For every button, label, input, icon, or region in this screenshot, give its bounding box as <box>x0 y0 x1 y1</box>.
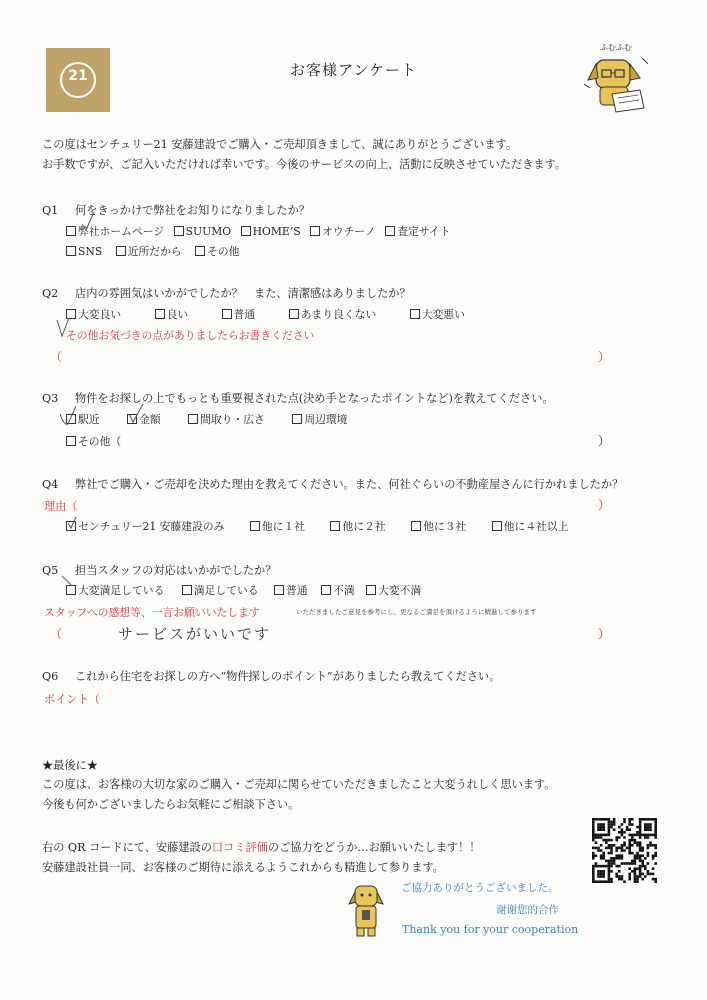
page-title: お客様アンケート <box>289 61 418 79</box>
q5-option[interactable]: 満足している <box>182 584 259 597</box>
q5-open-paren: （ <box>50 627 63 641</box>
thanks-zh: 谢谢您的合作 <box>496 904 559 916</box>
q2-number: Q2 <box>42 287 59 300</box>
q3-other[interactable]: その他（ <box>66 434 121 449</box>
q6-text: これから住宅をお探しの方へ“物件探しのポイント”がありましたら教えてください。 <box>75 670 501 683</box>
q1-option[interactable]: その他 <box>195 245 239 258</box>
intro-line-2: お手数ですが、ご記入いただければ幸いです。今後のサービスの向上、活動に反映させていただきます。 <box>42 158 567 171</box>
q3-option[interactable]: 周辺環境 <box>292 413 347 426</box>
q4-reason-label: 理由（ <box>44 500 78 513</box>
q3-question <box>42 390 554 406</box>
q4-text: 弊社でご購入・ご売却を決めた理由を教えてください。また、何社ぐらいの不動産屋さんに行かれましたか？ <box>75 478 624 491</box>
q2-options <box>66 307 465 322</box>
q4-option[interactable]: 他に３社 <box>411 520 466 533</box>
q5-handwritten-answer: サービスがいいです <box>118 625 272 643</box>
q5-option[interactable]: 大変不満 <box>366 584 421 597</box>
q3-option[interactable]: 間取り・広さ <box>188 413 265 426</box>
logo-number: 21 <box>68 68 88 84</box>
q1-option[interactable]: SNS <box>66 245 102 258</box>
q1-option[interactable]: 近所だから <box>116 245 182 258</box>
q2-open-paren: （ <box>50 350 63 364</box>
checkmark-icon <box>80 210 96 232</box>
q5-option[interactable]: 大変満足している <box>66 584 164 597</box>
q4-options <box>66 519 569 534</box>
closing-line-2: 今後も何かございましたらお気軽にご相談下さい。 <box>42 798 300 811</box>
q2-option[interactable]: 良い <box>155 308 189 321</box>
q1-option[interactable]: 弊社ホームページ <box>66 225 164 238</box>
q3-number: Q3 <box>42 392 59 405</box>
q1-option[interactable]: HOME’S <box>241 225 301 238</box>
q3-option[interactable]: 駅近 <box>66 413 100 426</box>
qr-code-icon <box>591 816 657 886</box>
q4-option[interactable]: 他に２社 <box>330 520 385 533</box>
thanks-en: Thank you for your cooperation <box>402 923 579 936</box>
closing-heading: ★最後に★ <box>42 759 98 772</box>
checkmark-icon <box>58 404 78 426</box>
q5-note: いただきましたご意見を参考にし、更なるご満足を頂けるように精進して参ります <box>296 608 537 616</box>
qr-code[interactable] <box>591 816 657 886</box>
checkmark-icon <box>60 574 80 590</box>
q1-number: Q1 <box>42 204 59 217</box>
q2-option[interactable]: 普通 <box>222 308 256 321</box>
century21-logo <box>46 48 110 112</box>
q2-option[interactable]: 大変悪い <box>410 308 465 321</box>
q2-text: 店内の雰囲気はいかがでしたか？ また、清潔感はありましたか？ <box>75 287 411 300</box>
q1-text: 何をきっかけで弊社をお知りになりましたか？ <box>75 204 310 217</box>
q5-option[interactable]: 不満 <box>321 584 355 597</box>
q6-question <box>42 668 500 684</box>
q3-option[interactable]: 金額 <box>127 413 161 426</box>
qr-line-post: のご協力をどうか…お願いいたします！！ <box>267 841 481 854</box>
qr-line-pre: 右の QR コードにて、安藤建設の <box>42 841 212 854</box>
q4-option[interactable]: 他に４社以上 <box>492 520 569 533</box>
q4-close-paren: ） <box>598 498 611 512</box>
checkmark-icon <box>66 515 78 531</box>
dog-mascot-reading-icon <box>582 54 652 114</box>
q1-option[interactable]: 査定サイト <box>385 225 450 238</box>
q5-options <box>66 583 421 598</box>
closing-last-line: 安藤建設社員一同、お客様のご期待に添えるようこれからも精進して参ります。 <box>42 861 444 874</box>
qr-request-line <box>42 839 480 855</box>
q2-option[interactable]: あまり良くない <box>289 308 377 321</box>
qr-line-red: 口コミ評価 <box>211 841 268 854</box>
q2-prompt: その他お気づきの点がありましたらお書きください <box>66 329 315 342</box>
q4-option[interactable]: センチュリー21 安藤建設のみ <box>66 520 224 533</box>
q3-options <box>66 412 347 427</box>
q5-close-paren: ） <box>598 627 611 641</box>
q2-close-paren: ） <box>598 350 611 364</box>
q2-option[interactable]: 大変良い <box>66 308 121 321</box>
q1-options-row2 <box>66 244 240 259</box>
q4-question <box>42 476 623 492</box>
q5-option[interactable]: 普通 <box>274 584 308 597</box>
thanks-ja: ご協力ありがとうございました。 <box>401 882 559 894</box>
mascot-caption: ふむふむ <box>600 43 632 52</box>
q4-option[interactable]: 他に１社 <box>250 520 305 533</box>
q1-option[interactable]: SUUMO <box>174 225 232 238</box>
checkmark-icon <box>127 402 145 424</box>
q2-question <box>42 285 411 301</box>
q3-text: 物件をお探しの上でもっとも重要視された点(決め手となったポイントなど)を教えてください。 <box>75 392 554 405</box>
q5-number: Q5 <box>42 564 59 577</box>
q6-number: Q6 <box>42 670 59 683</box>
q5-prompt: スタッフへの感想等、一言お願いいたします <box>44 606 260 619</box>
dog-mascot-bowing-icon <box>347 882 385 940</box>
intro-line-1: この度はセンチュリー21 安藤建設でご購入・ご売却頂きまして、誠にありがとうございます。 <box>42 138 518 151</box>
q3-close-paren: ） <box>598 434 611 448</box>
q6-point-label: ポイント（ <box>44 693 100 706</box>
closing-line-1: この度は、お客様の大切な家のご購入・ご売却に関らせていただきましたこと大変うれしく思います。 <box>42 778 556 791</box>
q4-number: Q4 <box>42 478 59 491</box>
q1-options-row1 <box>66 224 451 239</box>
q5-text: 担当スタッフの対応はいかがでしたか？ <box>75 564 277 577</box>
q1-option[interactable]: オウチーノ <box>310 225 376 238</box>
